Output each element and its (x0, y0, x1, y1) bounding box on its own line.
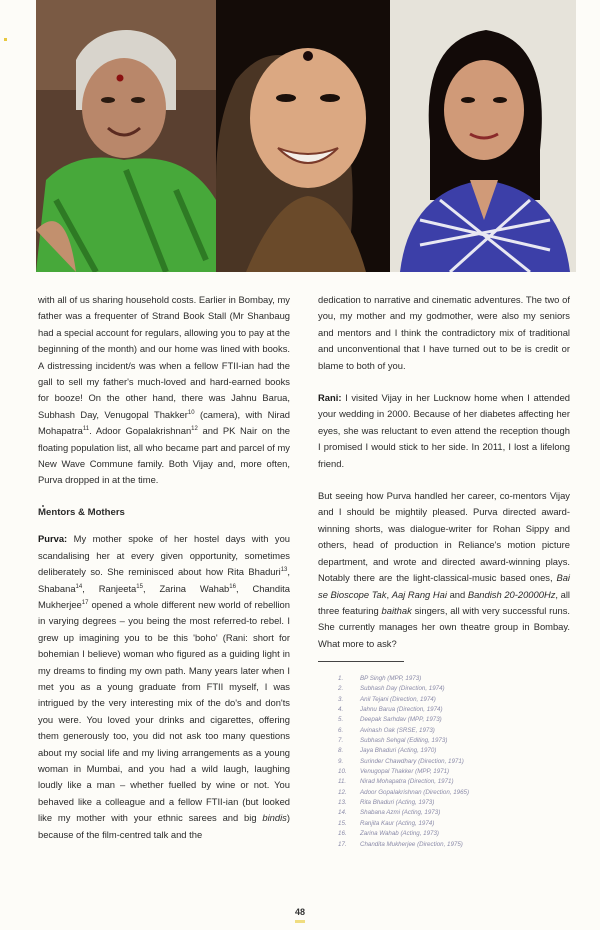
corner-mark (4, 38, 7, 41)
footnote-text: Subhash Day (Direction, 1974) (360, 685, 445, 693)
footnote-text: Shabana Azmi (Acting, 1973) (360, 809, 441, 817)
footnote-item (338, 819, 578, 829)
footnote-number: 7. (338, 737, 344, 745)
right-column (318, 292, 570, 652)
portrait-photo-3 (390, 0, 576, 272)
footnote-divider (318, 661, 404, 662)
footnote-item (338, 788, 578, 798)
footnote-text: Venugopal Thakker (MPP, 1971) (360, 768, 450, 776)
footnote-text: Anil Tejani (Direction, 1974) (360, 695, 436, 703)
footnote-ref-16: 16 (229, 583, 236, 590)
portrait-photo-1 (36, 0, 216, 272)
footnote-item (338, 705, 578, 715)
footnote-ref-11: 11 (82, 426, 90, 433)
footnote-item (338, 684, 578, 694)
right-paragraph-2: Rani: I visited Vijay in her Lucknow home when I attended your wedding in 2000. Because of her diabetes affecting her eyes, she was reluctant to even attend the reception though I promised I would stick to her side. In 2011, I lost a lifelong friend. (318, 392, 570, 469)
photo-strip (36, 0, 576, 272)
footnote-number: 14. (338, 809, 347, 817)
footnote-item (338, 736, 578, 746)
footnote-number: 2. (338, 685, 344, 693)
play-title: Bai se Bioscope Tak (318, 572, 570, 600)
play-title: Bandish 20-20000Hz (467, 588, 556, 600)
footnote-number: 11. (338, 778, 347, 786)
footnote-number: 10. (338, 768, 347, 776)
footnote-text: Adoor Gopalakrishnan (Direction, 1965) (360, 788, 470, 796)
footnote-item (338, 757, 578, 767)
footnote-number: 8. (338, 747, 344, 755)
footnote-text: Deepak Sarhdav (MPP, 1973) (360, 716, 442, 724)
footnote-text: Ranjita Kaur (Acting, 1974) (360, 819, 435, 827)
footnote-text: Zarina Wahab (Acting, 1973) (360, 830, 439, 838)
footnote-number: 13. (338, 799, 347, 807)
page-number: 48 (294, 907, 305, 917)
footnote-number: 4. (338, 706, 344, 714)
margin-mark (42, 505, 44, 507)
footnote-text: Subhash Sehgal (Editing, 1973) (360, 737, 448, 745)
left-paragraph-2: Purva: My mother spoke of her hostel days with you scandalising her at every given opportunity, sometimes deliberately so. She reminisced about how Rita Bhaduri$^{13}$, Shabana$^{14}$, Ranjeeta$^{15}$, Zarina Wahab$^{16}$, Chandita Mukherjee$^{17}$ opened a whole different new world of rebellion in varying degrees – you being the most referred-to rebel. I grew up imagining you to be this 'boho' (Rani: short for bohemian I believe) woman who figured as a guiding light in my dreams to finding my own path. Many years later when I met you as a young graduate from FTII myself, I was intrigued by the very interesting mix of the do's and don'ts you were. You loved your drinks and cigarettes, offering them generously too, you did not ask too many questions about my social life and my living arrangements as a young woman in Mumbai, and you had a wild laugh, laughing loudly like a man – whether fuelled by wine or not. You behaved like a colleague and a fellow FTII-ian (but looked like my mother with your ethnic sarees and big bindis) because of the film-centred talk and the (38, 533, 290, 840)
footnote-ref-10: 10 (187, 409, 195, 416)
footnote-item (338, 746, 578, 756)
footnote-item (338, 840, 578, 850)
page-number-mark (295, 920, 305, 923)
footnote-item (338, 777, 578, 787)
footnote-item (338, 726, 578, 736)
footnote-text: Jahnu Barua (Direction, 1974) (360, 706, 443, 714)
right-paragraph-1: dedication to narrative and cinematic adventures. The two of you, my mother and my godmother, were also my seniors and mentors and I think the contradictory mix of traditional and unconventional that I have turned out to be is credit or blame to both of you. (318, 294, 570, 371)
footnote-number: 5. (338, 716, 344, 724)
footnote-ref-17: 17 (81, 599, 89, 606)
footnote-text: BP Singh (MPP, 1973) (360, 675, 422, 682)
play-title: Aaj Rang Hai (391, 588, 447, 600)
footnote-number: 15. (338, 819, 347, 827)
footnote-text: Chandita Mukherjee (Direction, 1975) (360, 840, 463, 848)
footnote-item (338, 798, 578, 808)
footnote-number: 6. (338, 726, 344, 734)
footnote-text: Rita Bhaduri (Acting, 1973) (360, 799, 435, 807)
speaker-label: Purva: (38, 533, 68, 545)
footnote-ref-12: 12 (191, 426, 198, 433)
portrait-photo-2 (216, 0, 390, 272)
footnote-item (338, 715, 578, 725)
footnote-item (338, 695, 578, 705)
footnote-ref-15: 15 (136, 583, 143, 590)
footnote-ref-14: 14 (75, 583, 83, 590)
footnote-number: 9. (338, 757, 344, 765)
footnote-item (338, 674, 578, 684)
footnote-item (338, 829, 578, 839)
footnote-text: Surinder Chawdhary (Direction, 1971) (360, 757, 464, 765)
footnote-text: Jaya Bhaduri (Acting, 1970) (360, 747, 437, 755)
footnote-item (338, 767, 578, 777)
footnote-list (338, 674, 578, 850)
right-paragraph-3: But seeing how Purva handled her career, co-mentors Vijay and I should be mightily pleased. Purva directed award-winning shorts, was dialogue-writer for Rohan Sippy and others, head of production in Reliance's motion picture department, and wrote and directed award-winning plays. Notably there are the light-classical-music based ones, Bai se Bioscope Tak, Aaj Rang Hai and Bandish 20-20000Hz, all three featuring baithak singers, all with very successful runs. She currently manages her own theatre group in Bombay. What more to ask? (318, 490, 571, 649)
footnote-text: Avinash Oak (SRSE, 1973) (360, 726, 435, 734)
footnote-number: 16. (338, 830, 347, 838)
footnote-item (338, 808, 578, 818)
footnote-ref-13: 13 (280, 566, 288, 573)
footnote-number: 17. (338, 840, 347, 848)
section-heading: Mentors & Mothers (38, 506, 125, 518)
footnote-number: 12. (338, 788, 347, 796)
footnote-number: 3. (338, 695, 344, 703)
footnote-number: 1. (338, 675, 344, 682)
left-column (38, 292, 290, 843)
speaker-label: Rani: (318, 392, 342, 404)
left-paragraph-1: with all of us sharing household costs. Earlier in Bombay, my father was a frequenter of Strand Book Stall (Mr Shanbaug had a special account for regulars, allowing you to pay at the beginning of the month) and our home was lined with books. A distressing incident/s was when a fellow FTII-ian had the gall to sell my father's much-loved and hard-earned books for booze! On the other hand, there was Jahnu Barua, Subhash Day, Venugopal Thakker$^{10}$ (camera), with Nirad Mohapatra$^{11}$. Adoor Gopalakrishnan$^{12}$ and PK Nair on the floating population list, all who became part and parcel of my New Wave Commune family. Both Vijay and, more often, Purva dropped in at the time. (38, 294, 291, 486)
footnote-text: Nirad Mohapatra (Direction, 1971) (360, 778, 454, 786)
